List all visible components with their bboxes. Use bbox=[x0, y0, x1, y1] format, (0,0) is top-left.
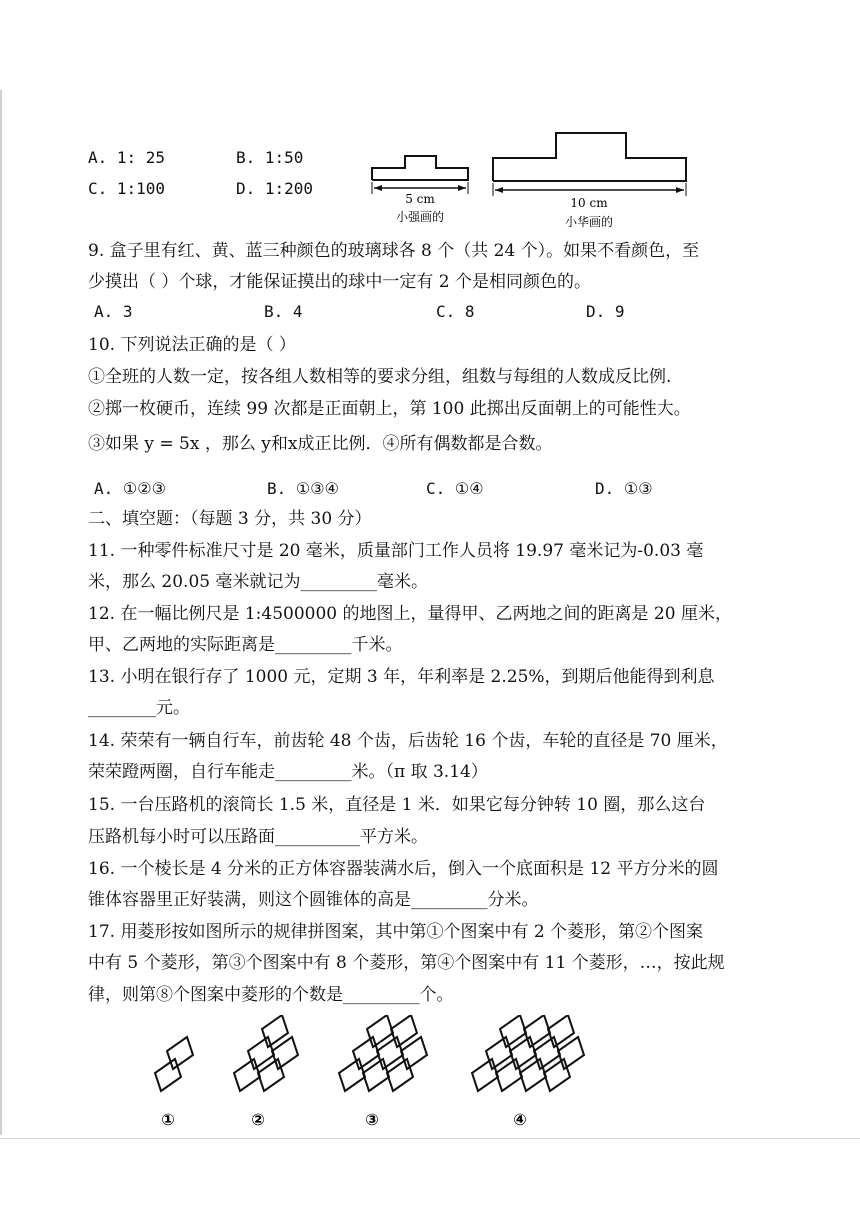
page-bottom-border bbox=[0, 1138, 860, 1139]
q13-line-2: ________元。 bbox=[88, 698, 190, 718]
q17-line-3: 律，则第⑧个图案中菱形的个数是_________个。 bbox=[88, 985, 454, 1005]
q15-line-1: 15. 一台压路机的滚筒长 1.5 米，直径是 1 米．如果它每分钟转 10 圈，那么这台 bbox=[88, 795, 706, 815]
q8-small-dim-label: 5 cm bbox=[405, 192, 435, 206]
q16-line-1: 16. 一个棱长是 4 分米的正方体容器装满水后，倒入一个底面积是 12 平方分米的圆 bbox=[88, 859, 719, 879]
q14-line-1: 14. 荣荣有一辆自行车，前齿轮 48 个齿，后齿轮 16 个齿，车轮的直径是 70 厘米， bbox=[88, 731, 728, 751]
section-fill-in-blank-heading: 二、填空题：（每题 3 分，共 30 分） bbox=[88, 509, 372, 529]
q15-line-2: 压路机每小时可以压路面__________平方米。 bbox=[88, 827, 428, 847]
q8-small-drawing bbox=[368, 150, 478, 230]
pattern-label-3: ③ bbox=[365, 1110, 379, 1129]
pattern-label-1: ① bbox=[161, 1110, 175, 1129]
q8-option-c: C. 1:100 bbox=[88, 179, 166, 198]
rhombus-shape bbox=[339, 1059, 365, 1091]
rhombus-shape bbox=[167, 1037, 193, 1069]
rhombus-shape bbox=[155, 1059, 181, 1091]
q8-option-b: B. 1:50 bbox=[236, 148, 304, 167]
q8-option-a: A. 1: 25 bbox=[88, 148, 166, 167]
q14-line-2: 荣荣蹬两圈，自行车能走_________米。（π 取 3.14） bbox=[88, 762, 488, 782]
q8-option-d: D. 1:200 bbox=[236, 179, 314, 198]
rhombus-shape bbox=[234, 1059, 260, 1091]
rhombus-pattern-figure bbox=[140, 1015, 780, 1135]
q8-large-dim-label: 10 cm bbox=[570, 196, 608, 210]
q9-line-1: 9. 盒子里有红、黄、蓝三种颜色的玻璃球各 8 个（共 24 个）。如果不看颜色，至 bbox=[88, 241, 700, 261]
q9-line-2: 少摸出（ ）个球，才能保证摸出的球中一定有 2 个是相同颜色的。 bbox=[88, 272, 592, 292]
q8-large-drawing bbox=[488, 128, 693, 233]
page-left-border bbox=[0, 90, 2, 1135]
q9-option-a: A. 3 bbox=[94, 302, 133, 321]
q11-line-1: 11. 一种零件标准尺寸是 20 毫米，质量部门工作人员将 19.97 毫米记为-0.03 毫 bbox=[88, 541, 704, 561]
q16-line-2: 锥体容器里正好装满，则这个圆锥体的高是_________分米。 bbox=[88, 890, 539, 910]
q8-large-caption: 小华画的 bbox=[564, 215, 614, 229]
q11-line-2: 米，那么 20.05 毫米就记为_________毫米。 bbox=[88, 572, 428, 592]
q17-line-2: 中有 5 个菱形，第③个图案中有 8 个菱形，第④个图案中有 11 个菱形，…，按此规 bbox=[88, 953, 725, 973]
pattern-label-4: ④ bbox=[513, 1110, 527, 1129]
rhombus-shape bbox=[472, 1059, 498, 1091]
q10-statement-2: ②掷一枚硬币，连续 99 次都是正面朝上，第 100 此掷出反面朝上的可能性大。 bbox=[88, 399, 691, 419]
q10-statement-3: ③如果 y = 5x ，那么 y和x成正比例．④所有偶数都是合数。 bbox=[88, 434, 553, 454]
q12-line-1: 12. 在一幅比例尺是 1:4500000 的地图上，量得甲、乙两地之间的距离是 20 厘米， bbox=[88, 604, 732, 624]
q10-stem: 10. 下列说法正确的是（ ） bbox=[88, 335, 296, 355]
q17-line-1: 17. 用菱形按如图所示的规律拼图案，其中第①个图案中有 2 个菱形，第②个图案 bbox=[88, 922, 704, 942]
q12-line-2: 甲、乙两地的实际距离是_________千米。 bbox=[88, 635, 403, 655]
q10-option-d: D. ①③ bbox=[595, 479, 653, 498]
q9-option-d: D. 9 bbox=[586, 302, 625, 321]
q10-statement-1: ①全班的人数一定，按各组人数相等的要求分组，组数与每组的人数成反比例. bbox=[88, 367, 672, 387]
pattern-label-2: ② bbox=[251, 1110, 265, 1129]
q10-option-a: A. ①②③ bbox=[94, 479, 166, 498]
q13-line-1: 13. 小明在银行存了 1000 元，定期 3 年，年利率是 2.25%，到期后他能得到利息 bbox=[88, 667, 715, 687]
q10-option-b: B. ①③④ bbox=[267, 479, 339, 498]
q10-option-c: C. ①④ bbox=[426, 479, 484, 498]
q8-small-caption: 小强画的 bbox=[395, 210, 445, 224]
q9-option-c: C. 8 bbox=[436, 302, 475, 321]
q9-option-b: B. 4 bbox=[264, 302, 303, 321]
